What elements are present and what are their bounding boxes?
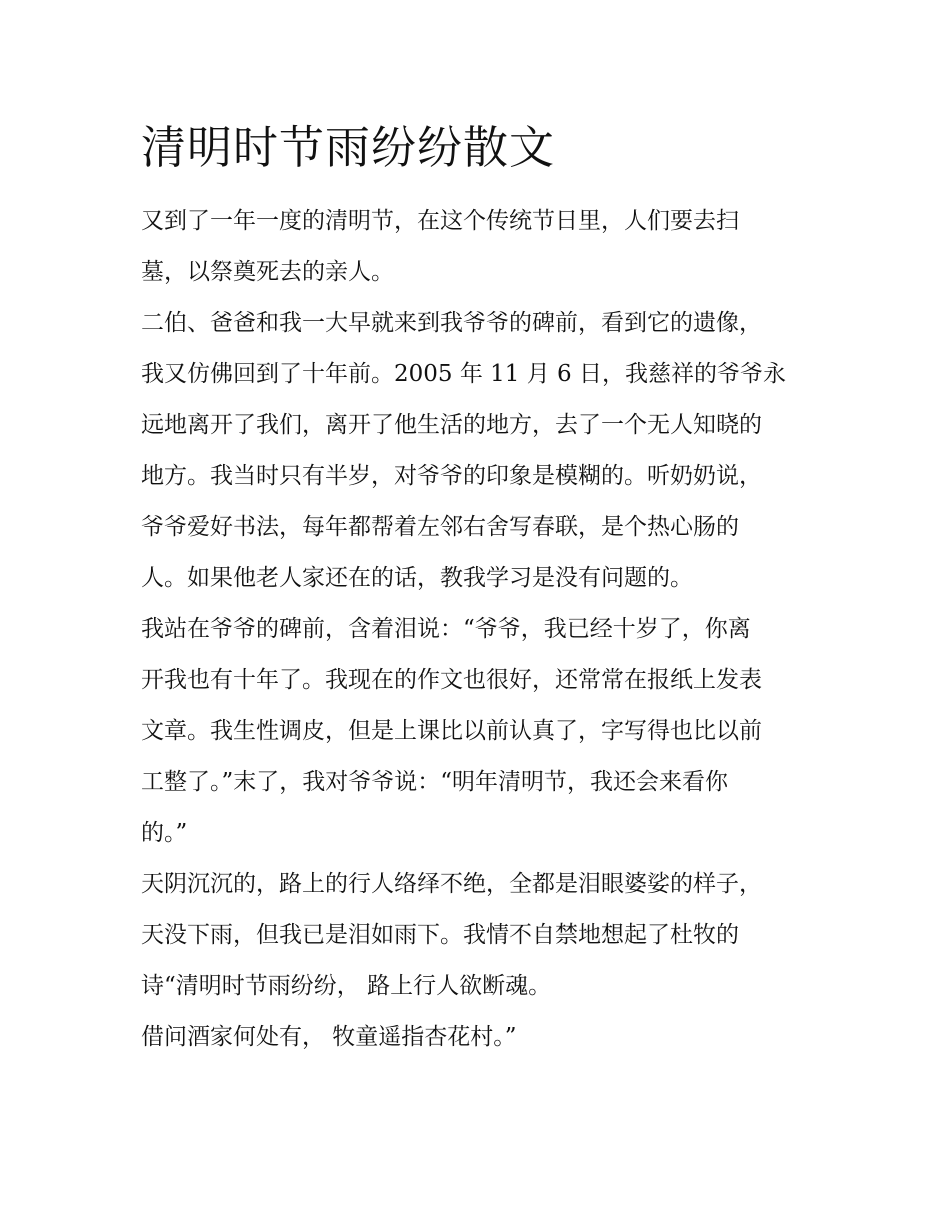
text-line: 二伯、爸爸和我一大早就来到我爷爷的碑前，看到它的遗像， bbox=[141, 310, 762, 336]
text-line: 人。如果他老人家还在的话，教我学习是没有问题的。 bbox=[141, 565, 693, 591]
text-line: 天阴沉沉的，路上的行人络绎不绝，全都是泪眼婆娑的样子， bbox=[141, 871, 762, 897]
text-line: 天没下雨，但我已是泪如雨下。我情不自禁地想起了杜牧的 bbox=[141, 922, 739, 948]
text-line: 我又仿佛回到了十年前。2005 年 11 月 6 日，我慈祥的爷爷永 bbox=[141, 361, 786, 387]
text-line: 的。” bbox=[141, 820, 188, 846]
text-line: 远地离开了我们，离开了他生活的地方，去了一个无人知晓的 bbox=[141, 412, 762, 438]
text-line: 地方。我当时只有半岁，对爷爷的印象是模糊的。听奶奶说， bbox=[141, 463, 762, 489]
document-title: 清明时节雨纷纷散文 bbox=[141, 121, 556, 174]
text-line: 借问酒家何处有， 牧童遥指杏花村。” bbox=[141, 1024, 517, 1050]
text-line: 诗“清明时节雨纷纷， 路上行人欲断魂。 bbox=[141, 973, 552, 999]
text-line: 爷爷爱好书法，每年都帮着左邻右舍写春联，是个热心肠的 bbox=[141, 514, 739, 540]
text-line: 墓，以祭奠死去的亲人。 bbox=[141, 259, 394, 285]
text-line: 工整了。”末了，我对爷爷说：“明年清明节，我还会来看你 bbox=[141, 769, 729, 795]
text-line: 又到了一年一度的清明节，在这个传统节日里，人们要去扫 bbox=[141, 208, 739, 234]
text-line: 开我也有十年了。我现在的作文也很好，还常常在报纸上发表 bbox=[141, 667, 762, 693]
text-line: 文章。我生性调皮，但是上课比以前认真了，字写得也比以前 bbox=[141, 718, 762, 744]
text-line: 我站在爷爷的碑前，含着泪说：“爷爷，我已经十岁了，你离 bbox=[141, 616, 751, 642]
